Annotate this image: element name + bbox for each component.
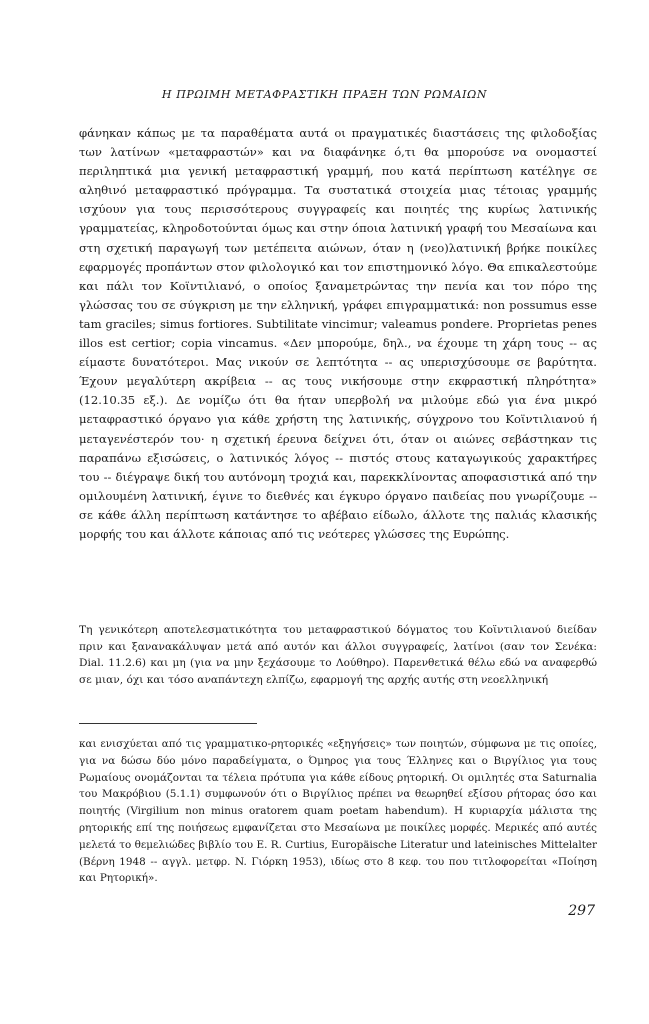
footnote-block (79, 736, 597, 887)
aside-paragraph: Τη γενικότερη αποτελεσματικότητα του μεταφραστικού δόγματος του Κοϊντιλιανού διείδαν πριν και ξανανακάλυψαν μετά από αυτόν και άλλοι συγγραφείς, λατίνοι (σαν τον Σενέκα: Dial. 11.2.6) και μη (για να μην ξεχάσουμε το Λούθηρο). Παρενθετικά θέλω εδώ να αναφερθώ σε μιαν, όχι και τόσο αναπάντεχη ελπίζω, εφαρμογή της αρχής αυτής στη νεοελληνική (79, 624, 597, 686)
running-head: Η ΠΡΩΙΜΗ ΜΕΤΑΦΡΑΣΤΙΚΗ ΠΡΑΞΗ ΤΩΝ ΡΩΜΑΙΩΝ (161, 88, 488, 101)
secondary-paragraph-block (79, 622, 597, 688)
main-paragraph: φάνηκαν κάπως με τα παραθέματα αυτά οι πραγματικές διαστάσεις της φιλοδοξίας των λατίνων «μεταφραστών» και να διαφάνηκε ό,τι θα μπορούσε να ονομαστεί περιληπτικά μια γενική μεταφραστική γραμμή, που κατά περίπτωση κατέληγε σε αληθινό μεταφραστικό πρόγραμμα. Τα συστατικά στοιχεία μιας τέτοιας γραμμής ισχύουν για τους περισσότερους συγγραφείς και ποιητές της κυρίως λατινικής γραμματείας, κληροδοτούνται όμως και στην όποια λατινική γραφή του Μεσαίωνα και στη σχετική παραγωγή των μετέπειτα αιώνων, όταν η (νεο)λατινική βρήκε ποικίλες εφαρμογές προπάντων στον φιλολογικό και τον επιστημονικό λόγο. Θα επικαλεστούμε και πάλι τον Κοϊντιλιανό, ο οποίος ξαναμετρώντας την πενία και τον πόρο της γλώσσας του σε σύγκριση με την ελληνική, γράφει επιγραμματικά: non possumus esse tam graciles; simus fortiores. Subtilitate vincimur; valeamus pondere. Proprietas penes illos est certior; copia vincamus. «Δεν μπορούμε, δηλ., να έχουμε τη χάρη τους -- ας είμαστε δυνατότεροι. Μας νικούν σε λεπτότητα -- ας υπερισχύσουμε σε βαρύτητα. Έχουν μεγαλύτερη ακρίβεια -- ας τους νικήσουμε στην εκφραστική πληρότητα» (12.10.35 εξ.). Δε νομίζω ότι θα ήταν υπερβολή να μιλούμε εδώ για ένα μικρό μεταφραστικό όργανο για κάθε χρήστη της λατινικής, σύγχρονο του Κοϊντιλιανού ή μεταγενέστερόν του· η σχετική έρευνα δείχνει ότι, όταν οι αιώνες σεβάστηκαν τις παραπάνω εξισώσεις, ο λατινικός λόγος -- πιστός στους καταγωγικούς χαρακτήρες του -- διέγραψε δική του αυτόνομη τροχιά και, παρεκκλίνοντας αποφασιστικά από την ομιλουμένη λατινική, έγινε το διεθνές και έγκυρο όργανο παιδείας που γνωρίζουμε -- σε κάθε άλλη περίπτωση κατάντησε το αβέβαιο είδωλο, άλλοτε της παλιάς κλασικής μορφής του και άλλοτε κάποιας από τις νεότερες γλώσσες της Ευρώπης. (79, 126, 597, 541)
page-number: 297 (568, 903, 595, 919)
footnote-text: και ενισχύεται από τις γραμματικο-ρητορικές «εξηγήσεις» των ποιητών, σύμφωνα με τις οποίες, για να δώσω δύο μόνο παραδείγματα, ο Όμηρος για τους Έλληνες και ο Βιργίλιος για τους Ρωμαίους ονομάζονται τα τέλεια πρότυπα για κάθε είδους ρητορική. Οι ομιλητές στα Saturnalia του Μακρόβιου (5.1.1) συμφωνούν ότι ο Βιργίλιος πρέπει να θεωρηθεί εξίσου ρήτορας όσο και ποιητής (Virgilium non minus oratorem quam poetam habendum). Η κυριαρχία μάλιστα της ρητορικής επί της ποιήσεως εμφανίζεται στο Μεσαίωνα με ποικίλες μορφές. Μερικές από αυτές μελετά το θεμελιώδες βιβλίο του E. R. Curtius, Europäische Literatur und lateinisches Mittelalter (Βέρνη 1948 -- αγγλ. μετφρ. N. Γιόρκη 1953), ιδίως στο 8 κεφ. του που τιτλοφορείται «Ποίηση και Ρητορική». (79, 738, 597, 885)
main-body-text (79, 124, 597, 544)
footnote-divider (79, 723, 257, 724)
